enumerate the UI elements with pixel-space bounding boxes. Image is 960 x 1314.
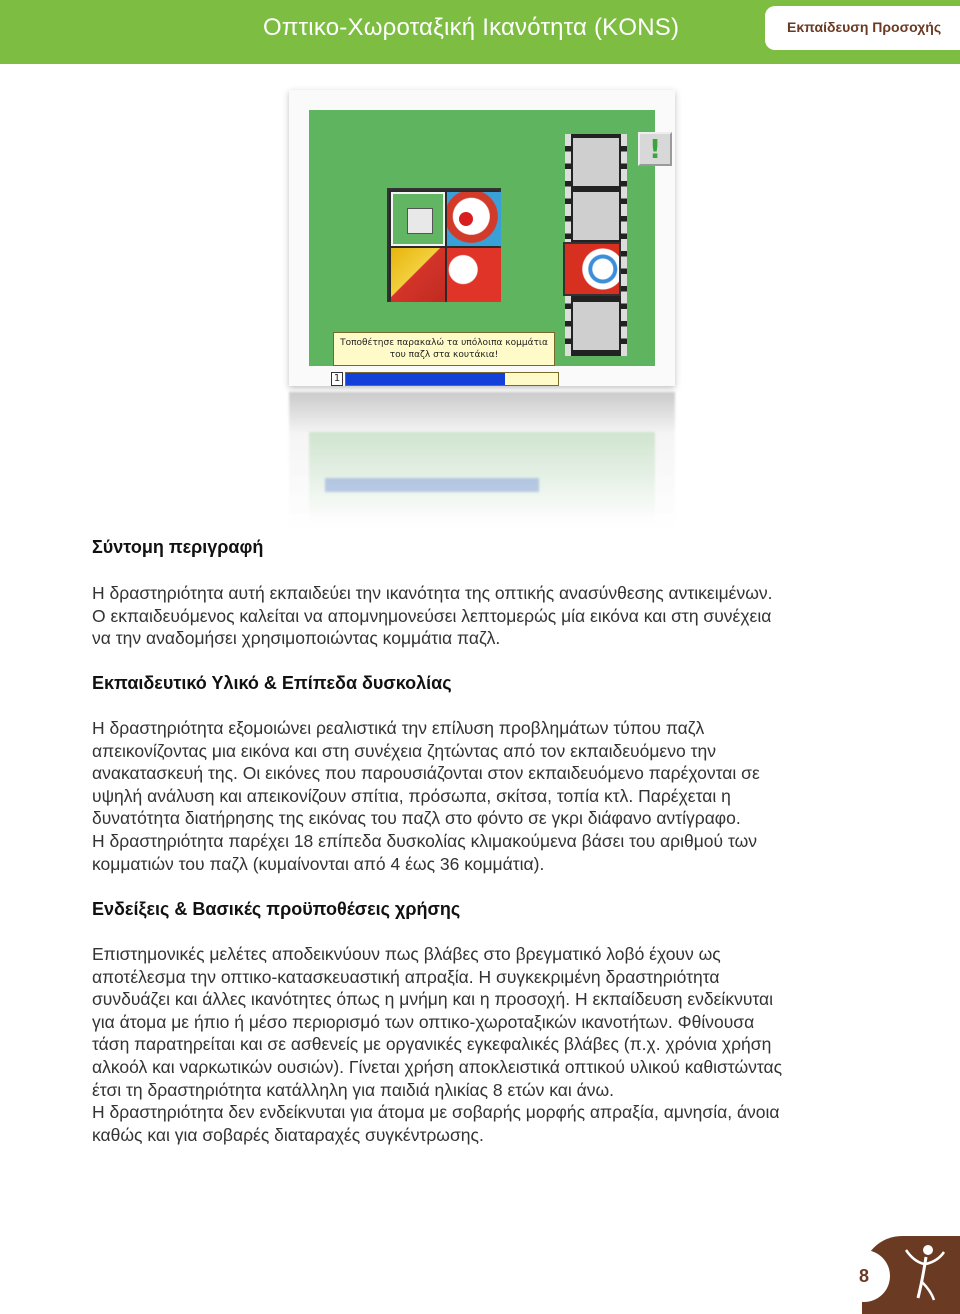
section-heading: Σύντομη περιγραφή <box>92 537 264 557</box>
page-header <box>0 0 960 64</box>
reflection-board <box>309 432 655 522</box>
progress-fill <box>346 373 505 385</box>
text-line: καθώς και για σοβαρές διαταραχές συγκέντρωσης. <box>92 1124 484 1145</box>
section-tab-label: Εκπαίδευση Προσοχής <box>787 19 942 35</box>
help-icon: ! <box>638 132 672 166</box>
draggable-puzzle-piece <box>563 242 621 296</box>
section-heading: Ενδείξεις & Βασικές προϋποθέσεις χρήσης <box>92 899 461 919</box>
screenshot-reflection <box>289 392 675 532</box>
puzzle-piece <box>391 248 445 302</box>
page-title: Οπτικο-Χωροταξική Ικανότητα (KONS) <box>263 14 680 41</box>
text-line: αλκοόλ και ναρκωτικών ουσιών). Γίνεται χρήση αποκλειστικά οπτικού υλικού καθιστώντας <box>92 1056 783 1077</box>
text-line: συνδυάζει και άλλες ικανότητες όπως η μνήμη και η προσοχή. Η εκπαίδευση ενδείκνυται <box>92 989 774 1010</box>
text-line: τάση παρατηρείται και σε ασθενείς με οργανικές εγκεφαλικές βλάβες (π.χ. χρόνια χρήση <box>92 1034 772 1055</box>
puzzle-empty-slot <box>391 192 445 246</box>
instruction-line: Τοποθέτησε παρακαλώ τα υπόλοιπα κομμάτια <box>340 338 548 348</box>
film-cell <box>573 192 619 240</box>
section-body <box>92 943 882 1146</box>
text-line: έτσι τη δραστηριότητα κατάλληλη για παιδιά ηλικίας 8 ετών και άνω. <box>92 1079 615 1100</box>
thumbnail-preview <box>407 208 433 234</box>
puzzle-piece <box>447 192 501 246</box>
section-heading: Εκπαιδευτικό Υλικό & Επίπεδα δυσκολίας <box>92 673 452 693</box>
film-cell <box>573 302 619 350</box>
text-line: δυνατότητα διατήρησης της εικόνας του παζλ στο φόντο σε γκρι διάφανο αντίγραφο. <box>92 808 741 829</box>
text-line: να την αναδομήσει χρησιμοποιώντας κομμάτια παζλ. <box>92 628 501 649</box>
text-line: Επιστημονικές μελέτες αποδεικνύουν πως βλάβες στο βρεγματικό λοβό έχουν ως <box>92 944 721 964</box>
section-tab <box>765 6 960 50</box>
section-body <box>92 582 882 650</box>
reflection-progress <box>325 478 539 492</box>
activity-board <box>309 110 661 384</box>
text-line: ανακατασκευή της. Οι εικόνες που παρουσιάζονται στον εκπαιδευόμενο παρέχονται σε <box>92 763 760 784</box>
instruction-line: του παζλ στα κουτάκια! <box>389 350 499 360</box>
person-logo-icon <box>898 1242 948 1302</box>
puzzle-piece <box>447 248 501 302</box>
text-line: Ο εκπαιδευόμενος καλείται να απομνημονεύσει λεπτομερώς μία εικόνα και στη συνέχεια <box>92 605 772 626</box>
text-line: Η δραστηριότητα δεν ενδείκνυται για άτομα με σοβαρής μορφής απραξία, αμνησία, άνοια <box>92 1102 780 1123</box>
text-line: Η δραστηριότητα παρέχει 18 επίπεδα δυσκολίας κλιμακούμενα βάσει του αριθμού των <box>92 830 758 851</box>
page-number: 8 <box>838 1250 890 1302</box>
text-line: Η δραστηριότητα αυτή εκπαιδεύει την ικανότητα της οπτικής ανασύνθεσης αντικειμένων. <box>92 583 773 603</box>
film-cell <box>573 138 619 186</box>
section-body <box>92 717 882 875</box>
text-line: Η δραστηριότητα εξομοιώνει ρεαλιστικά την επίλυση προβλημάτων τύπου παζλ <box>92 718 705 738</box>
clown-nose <box>459 212 473 226</box>
progress-bar <box>345 372 559 386</box>
text-line: κομματιών του παζλ (κυμαίνονται από 4 έως 36 κομμάτια). <box>92 853 545 874</box>
instruction-box <box>333 332 555 366</box>
text-line: υψηλή ανάλυση και απεικονίζουν σπίτια, πρόσωπα, σκίτσα, τοπία κτλ. Παρέχεται η <box>92 785 731 806</box>
activity-screenshot <box>289 90 675 386</box>
text-line: αποτέλεσμα την οπτικο-κατασκευαστική απραξία. Η συγκεκριμένη δραστηριότητα <box>92 966 720 987</box>
puzzle-grid <box>387 188 501 302</box>
level-indicator: 1 <box>331 372 343 386</box>
text-line: για άτομα με ήπιο ή μέσο περιορισμό των οπτικο-χωροταξικών ικανοτήτων. Φθίνουσα <box>92 1011 755 1032</box>
text-line: απεικονίζοντας μια εικόνα και στη συνέχεια ζητώντας από τον εκπαιδευόμενο την <box>92 740 716 761</box>
